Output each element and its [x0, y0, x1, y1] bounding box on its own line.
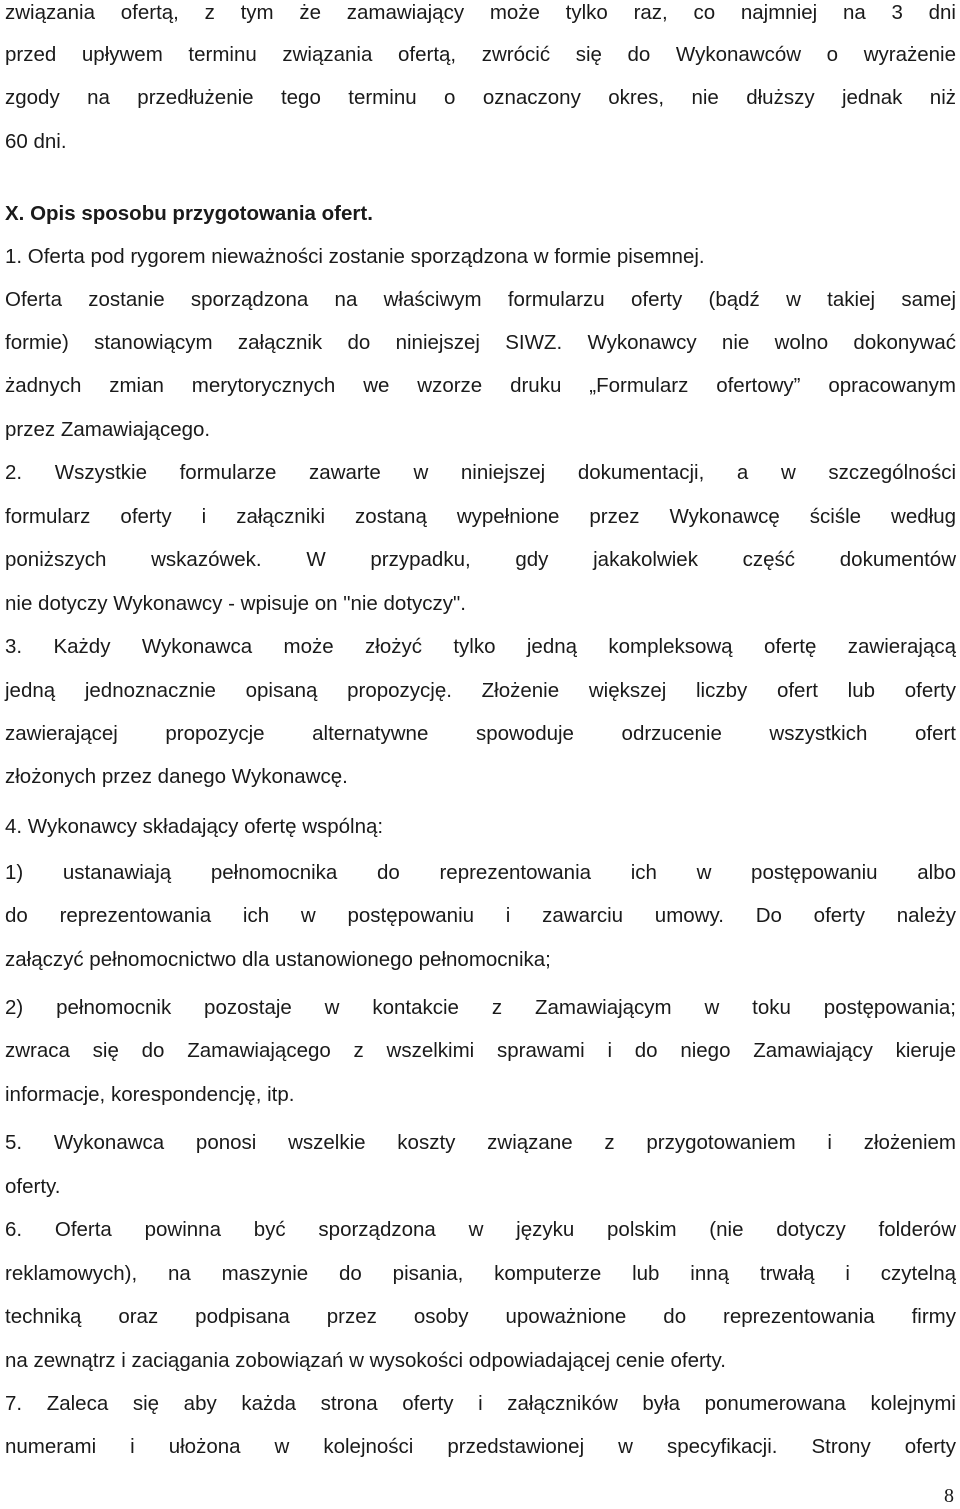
text-line: Oferta zostanie sporządzona na właściwym formularzu oferty (bądź w takiej samej — [5, 288, 956, 311]
text-line: 6. Oferta powinna być sporządzona w języku polskim (nie dotyczy folderów — [5, 1218, 956, 1241]
text-line: przed upływem terminu związania ofertą, zwrócić się do Wykonawców o wyrażenie — [5, 43, 956, 66]
text-line: jedną jednoznacznie opisaną propozycję. Złożenie większej liczby ofert lub oferty — [5, 679, 956, 702]
text-line: 7. Zaleca się aby każda strona oferty i załączników była ponumerowana kolejnymi — [5, 1392, 956, 1415]
text-line: 60 dni. — [5, 130, 67, 153]
text-line: 2. Wszystkie formularze zawarte w niniejszej dokumentacji, a w szczególności — [5, 461, 956, 484]
text-line: załączyć pełnomocnictwo dla ustanowionego pełnomocnika; — [5, 948, 551, 971]
text-line: 1. Oferta pod rygorem nieważności zostanie sporządzona w formie pisemnej. — [5, 245, 705, 268]
text-line: 2) pełnomocnik pozostaje w kontakcie z Zamawiającym w toku postępowania; — [5, 996, 956, 1019]
text-line: do reprezentowania ich w postępowaniu i zawarciu umowy. Do oferty należy — [5, 904, 956, 927]
page-number: 8 — [944, 1485, 954, 1507]
text-line: przez Zamawiającego. — [5, 418, 211, 441]
text-line: żadnych zmian merytorycznych we wzorze druku „Formularz ofertowy” opracowanym — [5, 374, 956, 397]
text-line: formie) stanowiącym załącznik do niniejszej SIWZ. Wykonawcy nie wolno dokonywać — [5, 331, 956, 354]
text-line: 5. Wykonawca ponosi wszelkie koszty związane z przygotowaniem i złożeniem — [5, 1131, 956, 1154]
text-line: formularz oferty i załączniki zostaną wypełnione przez Wykonawcę ściśle według — [5, 505, 956, 528]
text-line: 4. Wykonawcy składający ofertę wspólną: — [5, 815, 384, 838]
text-line: nie dotyczy Wykonawcy - wpisuje on "nie dotyczy". — [5, 592, 466, 615]
text-line: na zewnątrz i zaciągania zobowiązań w wysokości odpowiadającej cenie oferty. — [5, 1349, 726, 1372]
text-line: techniką oraz podpisana przez osoby upoważnione do reprezentowania firmy — [5, 1305, 956, 1328]
text-line: 3. Każdy Wykonawca może złożyć tylko jedną kompleksową ofertę zawierającą — [5, 635, 956, 658]
text-line: poniższych wskazówek. W przypadku, gdy jakakolwiek część dokumentów — [5, 548, 956, 571]
text-line: oferty. — [5, 1175, 61, 1198]
text-line: związania ofertą, z tym że zamawiający może tylko raz, co najmniej na 3 dni — [5, 1, 956, 24]
text-line: informacje, korespondencję, itp. — [5, 1083, 295, 1106]
text-line: reklamowych), na maszynie do pisania, komputerze lub inną trwałą i czytelną — [5, 1262, 956, 1285]
text-line: 1) ustanawiają pełnomocnika do reprezentowania ich w postępowaniu albo — [5, 861, 956, 884]
text-line: złożonych przez danego Wykonawcę. — [5, 765, 348, 788]
text-line: zawierającej propozycje alternatywne spowoduje odrzucenie wszystkich ofert — [5, 722, 956, 745]
section-heading: X. Opis sposobu przygotowania ofert. — [5, 202, 373, 225]
text-line: zgody na przedłużenie tego terminu o oznaczony okres, nie dłuższy jednak niż — [5, 86, 956, 109]
text-line: zwraca się do Zamawiającego z wszelkimi sprawami i do niego Zamawiający kieruje — [5, 1039, 956, 1062]
text-line: numerami i ułożona w kolejności przedstawionej w specyfikacji. Strony oferty — [5, 1435, 956, 1458]
